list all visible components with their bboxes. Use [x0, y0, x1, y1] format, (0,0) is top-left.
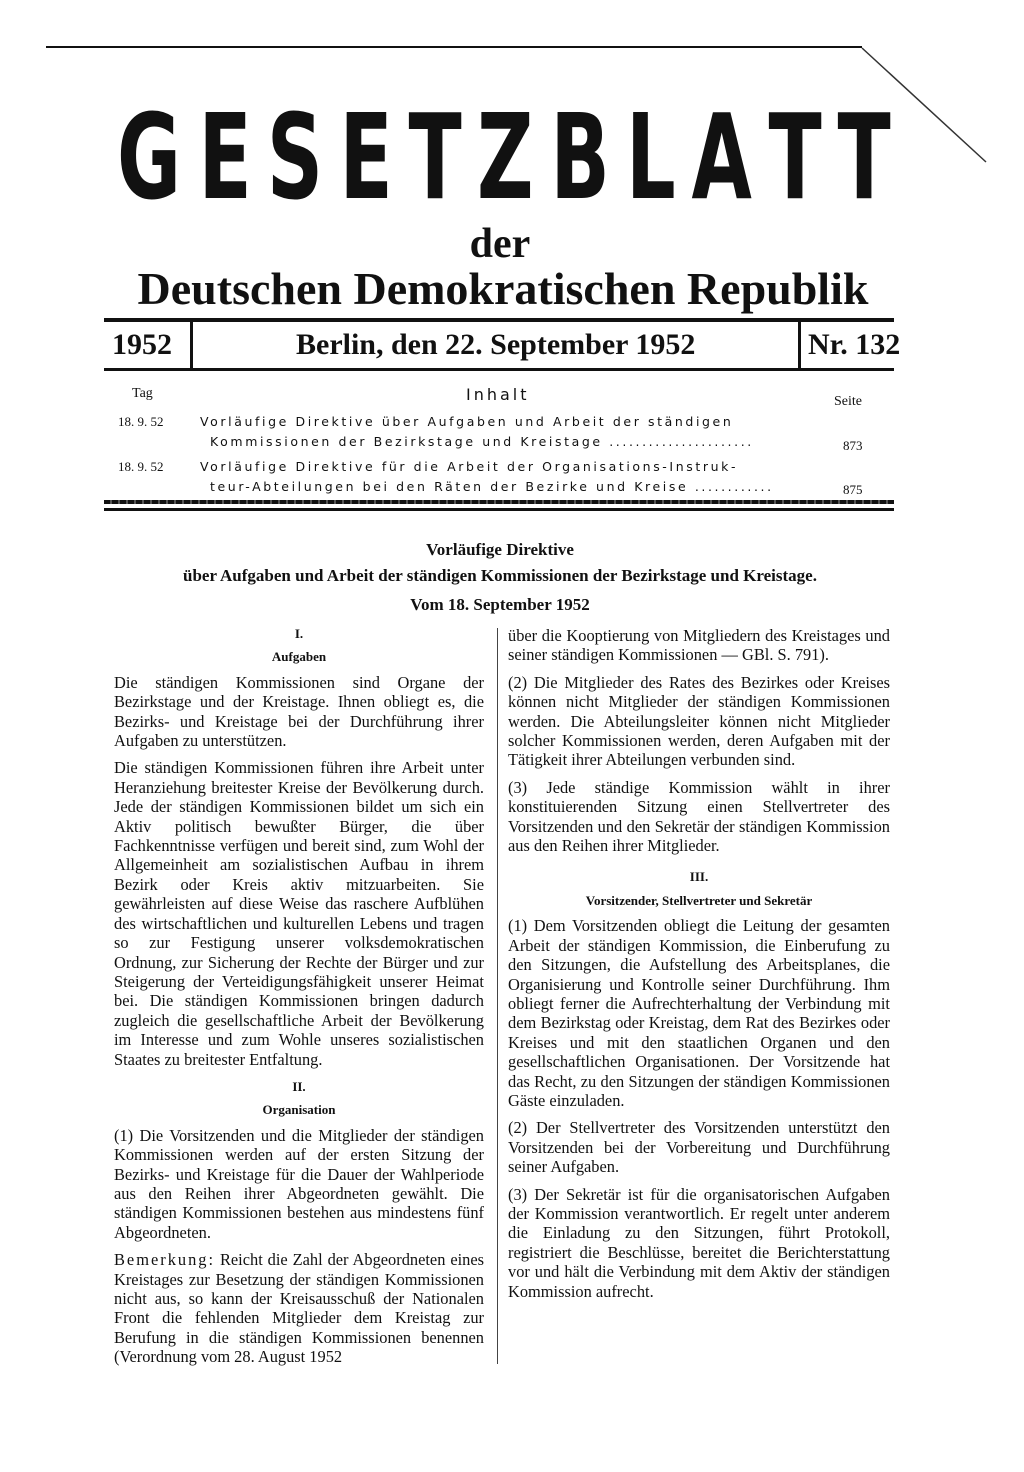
toc-bottom-rule-2	[104, 508, 894, 511]
toc-entry-line[interactable]: Vorläufige Direktive über Aufgaben und Arbeit der ständigen	[200, 414, 734, 429]
paragraph: (1) Die Vorsitzenden und die Mitglieder der ständigen Kommissionen werden auf der ersten Sitzung der Bezirks- und Kreistage für die Dauer der Wahlperiode aus den Reihen ihrer Abgeordneten gewählt. Die ständigen Kommissionen bestehen aus mindestens fünf Abgeordneten.	[114, 1125, 484, 1242]
issue-year: 1952	[112, 328, 172, 361]
masthead-letter: T	[837, 88, 891, 227]
section-title: Organisation	[262, 1102, 336, 1118]
masthead-letter: T	[768, 88, 822, 227]
toc-entry-line[interactable]: Vorläufige Direktive für die Arbeit der Organisations-Instruk-	[200, 459, 739, 474]
toc-entry-line[interactable]: teur-Abteilungen bei den Räten der Bezirke und Kreise ............	[210, 479, 774, 494]
issue-bar-divider-left	[190, 322, 193, 368]
section-title: Aufgaben	[271, 649, 327, 665]
paragraph: über die Kooptierung von Mitgliedern des Kreistages und seiner ständigen Kommissionen — GBl. S. 791).	[508, 626, 890, 665]
paragraph: (1) Dem Vorsitzenden obliegt die Leitung der gesamten Arbeit der ständigen Kommission, die Einberufung zu den Sitzungen, die Aufstellung des Arbeitsplanes, die Organisierung und Kontrolle seiner Durchführung. Ihm obliegt ferner die Aufrechterhaltung der Verbindung mit dem Bezirkstag oder Kreistag, dem Rat des Bezirkes oder Kreises und mit den staatlichen Organen und den gesellschaftlichen Organisationen. Der Vorsitzende hat das Recht, zu den Sitzungen der ständigen Kommissionen Gäste einzuladen.	[508, 916, 890, 1110]
article-title-line1: Vorläufige Direktive	[426, 540, 574, 559]
masthead-letter: A	[691, 88, 753, 227]
column-divider	[497, 628, 498, 1364]
issue-place-date: Berlin, den 22. September 1952	[296, 328, 696, 361]
toc-seite-label: Seite	[834, 394, 862, 409]
masthead-letter: S	[267, 88, 324, 227]
article-title-line2: über Aufgaben und Arbeit der ständigen Kommissionen der Bezirkstage und Kreistage.	[183, 566, 817, 585]
article-date: Vom 18. September 1952	[410, 595, 590, 614]
bemerkung-text: Reicht die Zahl der Abgeordneten eines Kreistages zur Besetzung der ständigen Kommissionen nicht aus, so kann der Kreisausschuß der Nationalen Front die fehlenden Mitglieder dem Kreistag zur Berufung in die ständigen Kommissionen benennen (Verordnung vom 28. August 1952	[114, 1250, 484, 1367]
masthead-letter: L	[626, 88, 676, 227]
section-number: III.	[689, 869, 709, 885]
left-column	[114, 620, 484, 1375]
section-number: II.	[292, 1078, 306, 1094]
section-number: I.	[294, 626, 304, 641]
toc-tag-label: Tag	[132, 386, 153, 401]
right-column	[508, 626, 890, 1309]
toc-entry-date: 18. 9. 52	[118, 459, 164, 474]
issue-bar-divider-right	[798, 322, 801, 368]
masthead-letter: T	[408, 88, 462, 227]
masthead-letter: E	[198, 88, 252, 227]
bemerkung-label: Bemerkung:	[114, 1250, 216, 1270]
paragraph: Die ständigen Kommissionen führen ihre Arbeit unter Heranziehung breitester Kreise der Bevölkerung durch. Jede der ständigen Kommissionen bildet um sich ein Aktiv politisch bewußter Bürger, die über Fachkenntnisse verfügen und bereit sind, zum Wohl der Allgemeinheit am sozialistischen Aufbau in ihrem Bezirk oder Kreis aktiv mitzuarbeiten. Sie gewährleisten auf diese Weise das raschere Aufblühen des wirtschaftlichen und kulturellen Lebens und tragen so zur Festigung unserer volksdemokratischen Ordnung, zur Sicherung der Rechte der Bürger und zur Steigerung der Verteidigungsfähigkeit unserer Heimat bei. Die ständigen Kommissionen bringen dadurch zugleich die gesellschaftliche Arbeit der Bevölkerung im Interesse und zum Wohle unseres sozialistischen Staates zu breitester Entfaltung.	[114, 758, 484, 1069]
top-rule	[46, 46, 862, 48]
toc-inhalt-label: Inhalt	[466, 385, 530, 404]
masthead-title	[108, 90, 898, 226]
masthead-letter: E	[339, 88, 393, 227]
paragraph: (3) Jede ständige Kommission wählt in ihrer konstituierenden Sitzung einen Stellvertreter des Vorsitzenden und den Sekretär der ständigen Kommission aus den Reihen ihrer Mitglieder.	[508, 777, 890, 856]
paragraph: (2) Die Mitglieder des Rates des Bezirkes oder Kreises können nicht Mitglieder der ständigen Kommissionen werden. Die Abteilungsleiter können nicht Mitglieder solcher Kommissionen werden, deren Aufgaben mit der Tätigkeit ihrer Abteilungen verbunden sind.	[508, 672, 890, 770]
section-title: Vorsitzender, Stellvertreter und Sekretär	[585, 892, 813, 908]
toc-entry-line[interactable]: Kommissionen der Bezirkstage und Kreistage ......................	[210, 434, 754, 449]
masthead-letter: B	[550, 88, 611, 227]
toc-entry-page: 875	[843, 482, 863, 497]
toc-entry-page: 873	[843, 438, 863, 453]
paragraph: Die ständigen Kommissionen sind Organe der Bezirkstage und der Kreistage. Ihnen obliegt es, die Bezirks- und Kreistage bei der Durchführung ihrer Aufgaben zu unterstützen.	[114, 672, 484, 751]
masthead-der: der	[469, 221, 531, 267]
masthead-letter: Z	[477, 88, 534, 227]
paragraph: (3) Der Sekretär ist für die organisatorischen Aufgaben der Kommission verantwortlich. Er regelt unter anderem die Einladung zu den Sitzungen, führt Protokoll, registriert die Beschlüsse, bereitet die Berichterstattung vor und hält die Verbindung mit dem Aktiv der ständigen Kommission aufrecht.	[508, 1184, 890, 1301]
toc-entry-date: 18. 9. 52	[118, 414, 164, 429]
masthead-letter: G	[117, 88, 182, 227]
masthead-subtitle: Deutschen Demokratischen Republik	[137, 263, 869, 314]
paragraph-bemerkung	[114, 1250, 484, 1366]
issue-bar-top-rule	[104, 318, 894, 322]
issue-bar-bottom-rule	[104, 368, 894, 371]
toc-bottom-rule-1	[104, 500, 894, 504]
paragraph: (2) Der Stellvertreter des Vorsitzenden unterstützt den Vorsitzenden bei der Vorbereitung und Durchführung seiner Aufgaben.	[508, 1118, 890, 1177]
issue-number: Nr. 132	[808, 328, 901, 361]
